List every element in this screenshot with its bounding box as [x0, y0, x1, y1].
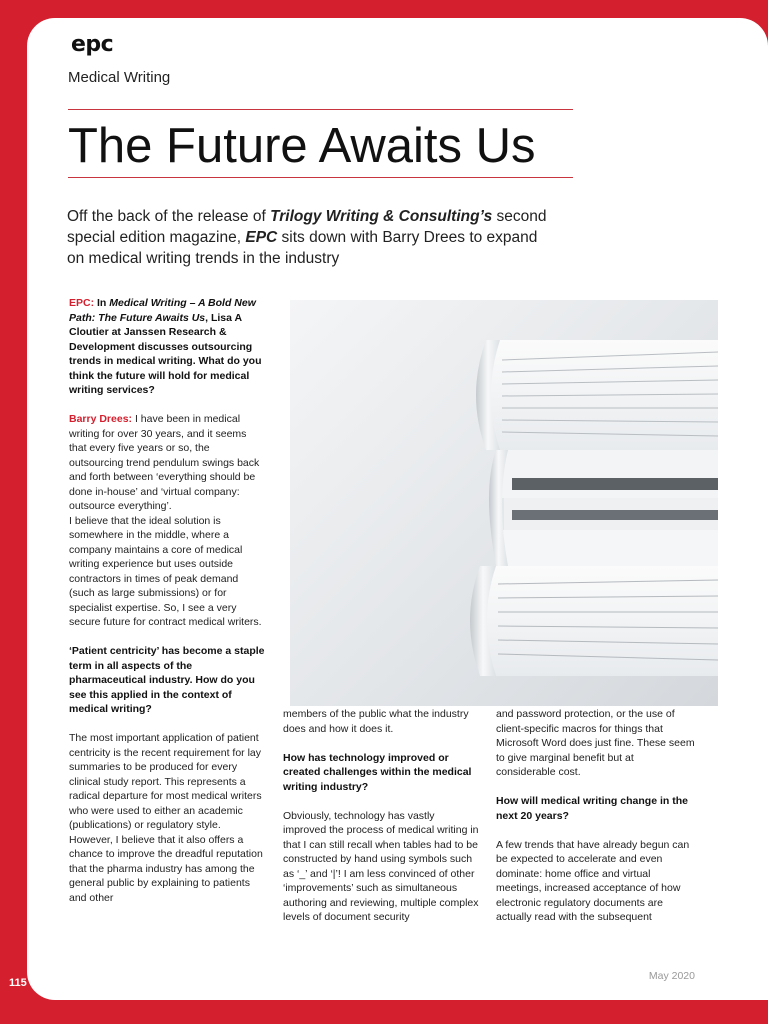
- answer-4: A few trends that have already begun can be expected to accelerate and even dominate: home office and virtual meetings, increased acceptance of how electronic regulatory documents are actually read with the subsequent: [496, 838, 690, 923]
- answer-text: I have been in medical writing for over 30 years, and it seems that every five years or so, the outsourcing trend pendulum swings back and forth between ‘everything should be done in-house’ and ‘virtual company: outsource everything’.: [69, 413, 260, 512]
- answer-1: [69, 412, 265, 630]
- binders-photo: [290, 300, 718, 706]
- question-text: , Lisa A Cloutier at Janssen Research & Development discusses outsourcing trends in medical writing. What do you think the future will hold for medical writing services?: [69, 311, 262, 396]
- interviewee-label: Barry Drees:: [69, 413, 133, 425]
- question-1: [69, 296, 265, 398]
- standfirst-text: second special edition magazine,: [67, 208, 547, 246]
- epc-logo: epc: [71, 32, 114, 57]
- question-2: ‘Patient centricity’ has become a staple term in all aspects of the pharmaceutical industry. How do you see this applied in the context of medical writing?: [69, 645, 265, 715]
- question-text: In: [94, 297, 110, 309]
- stacked-binders-image: [290, 300, 718, 706]
- page: [27, 18, 768, 1000]
- title-rule-bottom: [68, 177, 573, 178]
- answer-text: I believe that the ideal solution is somewhere in the middle, where a company maintains a core of medical writing experience but uses outside contractors in times of peak demand (such as large submissions) or for specialist expertise. So, I see a very secure future for contract medical writers.: [69, 514, 262, 628]
- standfirst: [67, 206, 547, 269]
- issue-date: May 2020: [648, 970, 695, 982]
- article-title: The Future Awaits Us: [68, 119, 536, 173]
- question-4: How will medical writing change in the next 20 years?: [496, 795, 688, 822]
- standfirst-magazine: EPC: [245, 229, 278, 246]
- answer-3-continued: and password protection, or the use of client-specific macros for things that Microsoft Word does just fine. These seem to give marginal benefit but at considerable cost.: [496, 708, 695, 778]
- title-rule-top: [68, 109, 573, 110]
- answer-2: The most important application of patient centricity is the recent requirement for lay summaries to be produced for every clinical study report. This represents a radical departure for most medical writers who were used to either an academic (publications) or regulatory style. However, I believe that it also offers a chance to improve the dreadful reputation that the pharma industry has among the general public by explaining to patients and other: [69, 732, 263, 904]
- standfirst-company: Trilogy Writing & Consulting’s: [270, 208, 493, 225]
- answer-2-continued: members of the public what the industry does and how it does it.: [283, 708, 469, 735]
- section-label: Medical Writing: [68, 69, 171, 86]
- standfirst-text: sits down with Barry Drees to expand on medical writing trends in the industry: [67, 229, 538, 267]
- publication-title: Medical Writing – A Bold New Path: The Future Awaits Us: [69, 297, 256, 324]
- answer-3: Obviously, technology has vastly improved the process of medical writing in that I can still recall when tables had to be constructed by hand using symbols such as ‘_’ and ‘|’! I am less convinced of other ‘improvements’ such as simultaneous authoring and reviewing, multiple complex levels of document security: [283, 809, 479, 923]
- column-1: [69, 296, 265, 920]
- question-3: How has technology improved or created challenges within the medical writing industry?: [283, 751, 472, 793]
- standfirst-text: Off the back of the release of: [67, 208, 271, 225]
- page-number: 115: [9, 977, 27, 989]
- column-3: [496, 707, 696, 939]
- column-2: [283, 707, 479, 939]
- interviewer-label: EPC:: [69, 297, 95, 309]
